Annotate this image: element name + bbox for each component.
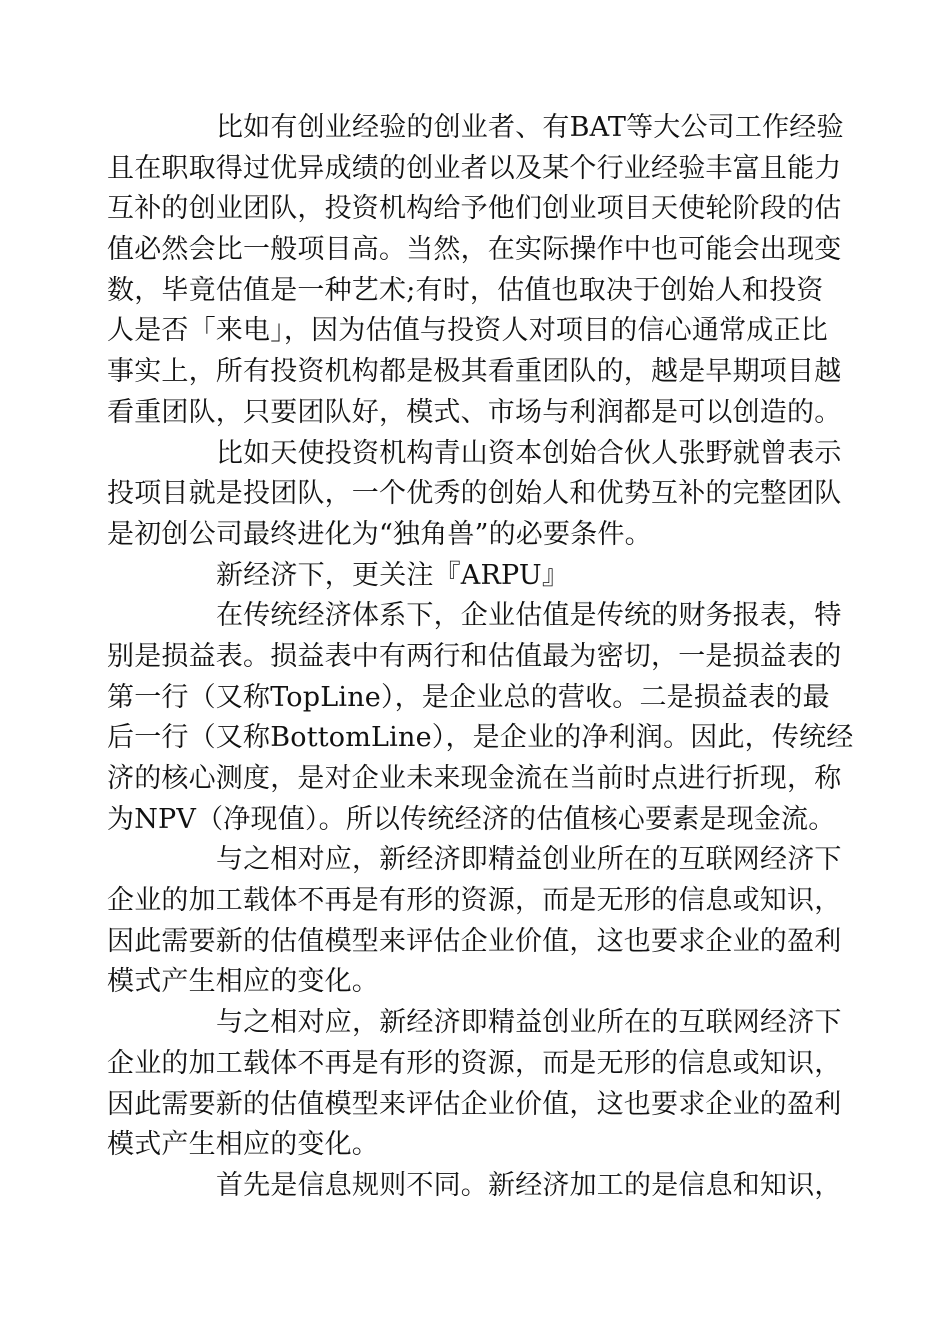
text-line: 且在职取得过优异成绩的创业者以及某个行业经验丰富且能力 [107,152,842,184]
text-line: 企业的加工载体不再是有形的资源，而是无形的信息或知识， [107,885,842,917]
text-line: 看重团队，只要团队好，模式、市场与利润都是可以创造的。 [107,396,842,428]
text-line: 模式产生相应的变化。 [107,1129,379,1161]
text-line: 值必然会比一般项目高。当然，在实际操作中也可能会出现变 [107,234,842,266]
text-line: 是初创公司最终进化为“独角兽”的必要条件。 [107,518,652,550]
text-line: 与之相对应，新经济即精益创业所在的互联网经济下 [216,844,842,876]
text-line: 投项目就是投团队，一个优秀的创始人和优势互补的完整团队 [107,478,842,510]
text-line: 后一行（又称BottomLine），是企业的净利润。因此，传统经 [107,722,854,754]
text-line: 数，毕竟估值是一种艺术;有时，估值也取决于创始人和投资 [107,274,824,306]
text-line: 比如天使投资机构青山资本创始合伙人张野就曾表示 [216,437,842,469]
text-line: 第一行（又称TopLine），是企业总的营收。二是损益表的最 [107,681,830,713]
text-line: 新经济下，更关注『ARPU』 [216,559,570,591]
document-body-text [107,108,854,1207]
text-line: 济的核心测度，是对企业未来现金流在当前时点进行折现，称 [107,763,842,794]
text-line: 人是否「来电」，因为估值与投资人对项目的信心通常成正比 [107,315,828,347]
text-line: 企业的加工载体不再是有形的资源，而是无形的信息或知识， [107,1047,842,1079]
text-line: 在传统经济体系下，企业估值是传统的财务报表，特 [216,600,842,632]
text-line: 比如有创业经验的创业者、有BAT等大公司工作经验 [216,112,844,143]
text-line: 为NPV（净现值）。所以传统经济的估值核心要素是现金流。 [107,803,836,835]
text-line: 因此需要新的估值模型来评估企业价值，这也要求企业的盈利 [107,925,842,957]
text-line: 互补的创业团队，投资机构给予他们创业项目天使轮阶段的估 [107,193,842,225]
text-line: 模式产生相应的变化。 [107,966,379,998]
text-line: 与之相对应，新经济即精益创业所在的互联网经济下 [216,1007,842,1039]
text-line: 首先是信息规则不同。新经济加工的是信息和知识， [216,1169,842,1201]
text-line: 事实上，所有投资机构都是极其看重团队的，越是早期项目越 [107,356,842,388]
text-line: 因此需要新的估值模型来评估企业价值，这也要求企业的盈利 [107,1088,842,1120]
text-line: 别是损益表。损益表中有两行和估值最为密切，一是损益表的 [107,640,842,672]
